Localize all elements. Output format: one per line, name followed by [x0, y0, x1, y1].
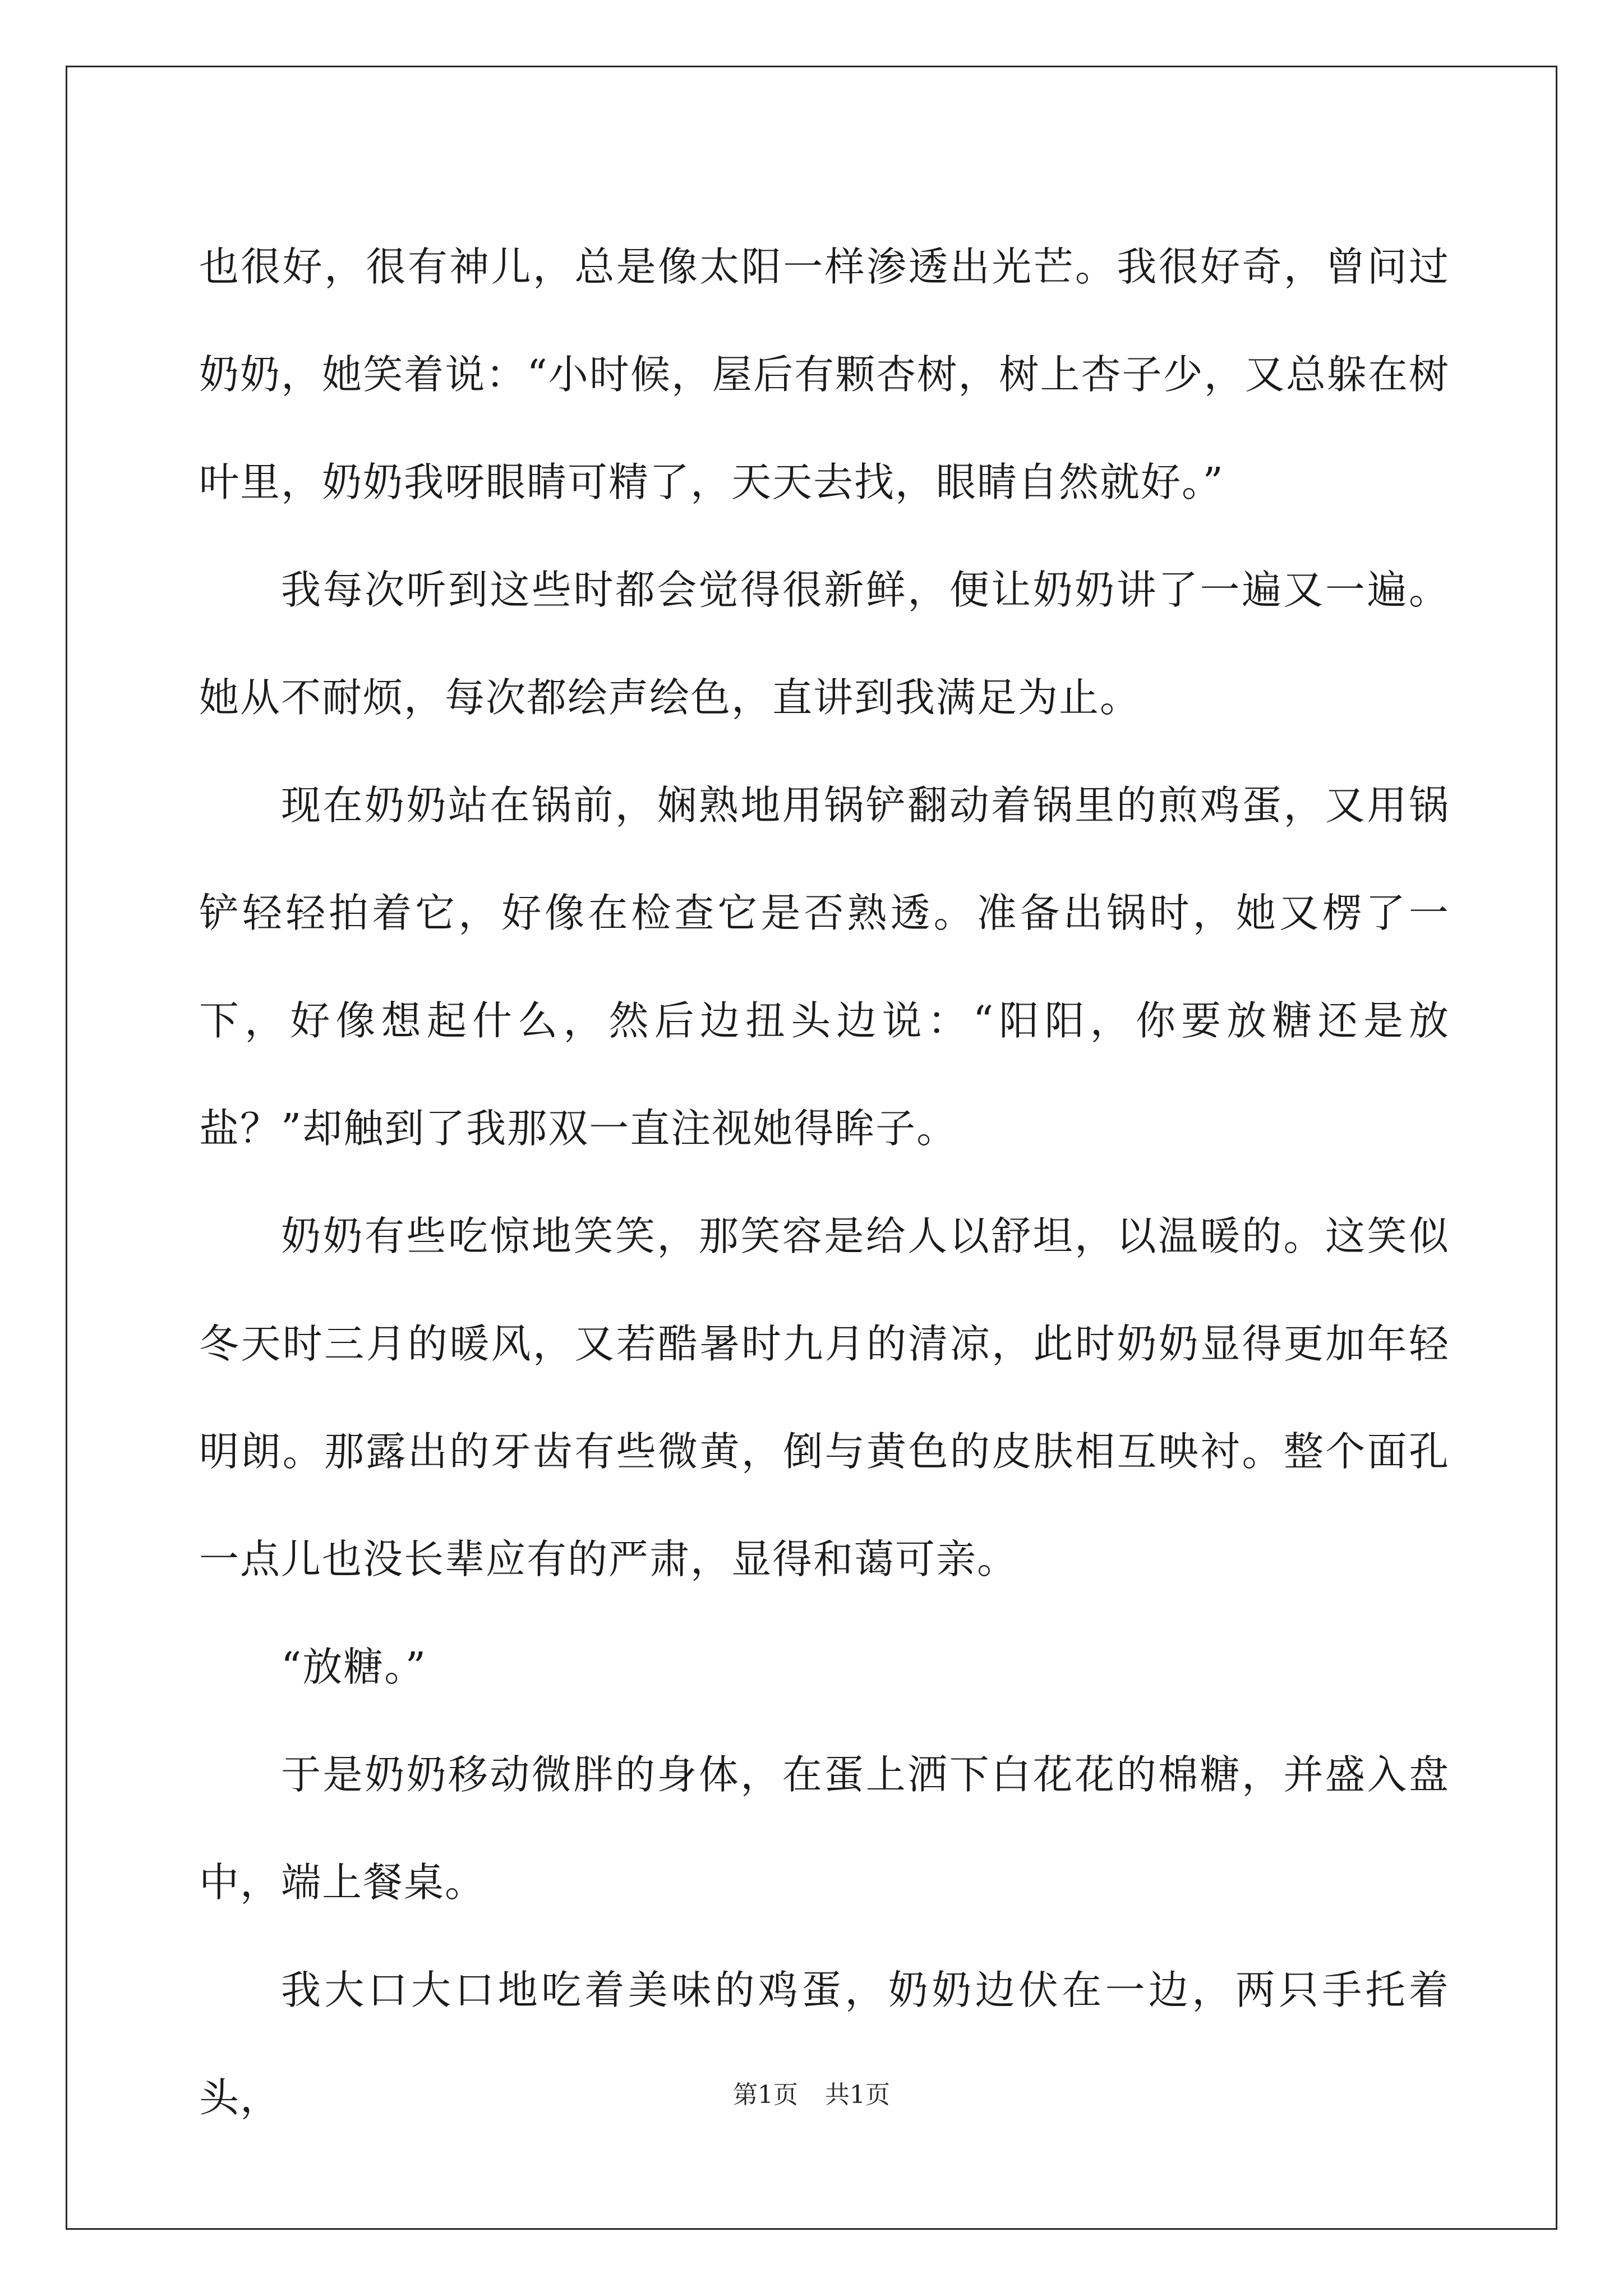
- paragraph-4: 奶奶有些吃惊地笑笑，那笑容是给人以舒坦，以温暖的。这笑似冬天时三月的暖风，又若酷暑时九月的清凉，此时奶奶显得更加年轻明朗。那露出的牙齿有些微黄，倒与黄色的皮肤相互映衬。整个面孔一点儿也没长辈应有的严肃，显得和蔼可亲。: [199, 1213, 1450, 1582]
- paragraph-2: 我每次听到这些时都会觉得很新鲜，便让奶奶讲了一遍又一遍。她从不耐烦，每次都绘声绘色，直讲到我满足为止。: [199, 567, 1450, 721]
- page-total: 共1页: [825, 2081, 890, 2109]
- paragraph-6: 于是奶奶移动微胖的身体，在蛋上洒下白花花的棉糖，并盛入盘中，端上餐桌。: [199, 1751, 1450, 1906]
- page-footer: [0, 2074, 1623, 2110]
- page-number: 第1页: [733, 2081, 798, 2109]
- paragraph-1: 也很好，很有神儿，总是像太阳一样渗透出光芒。我很好奇，曾问过奶奶，她笑着说：“小时候，屋后有颗杏树，树上杏子少，又总躲在树叶里，奶奶我呀眼睛可精了，天天去找，眼睛自然就好。”: [199, 243, 1450, 505]
- document-body: [199, 213, 1450, 2152]
- paragraph-5: “放糖。”: [281, 1644, 427, 1690]
- paragraph-3: 现在奶奶站在锅前，娴熟地用锅铲翻动着锅里的煎鸡蛋，又用锅铲轻轻拍着它，好像在检查它是否熟透。准备出锅时，她又楞了一下，好像想起什么，然后边扭头边说：“阳阳，你要放糖还是放盐？”却触到了我那双一直注视她得眸子。: [199, 782, 1450, 1152]
- paragraph-7: 我大口大口地吃着美味的鸡蛋，奶奶边伏在一边，两只手托着头，: [199, 1967, 1450, 2121]
